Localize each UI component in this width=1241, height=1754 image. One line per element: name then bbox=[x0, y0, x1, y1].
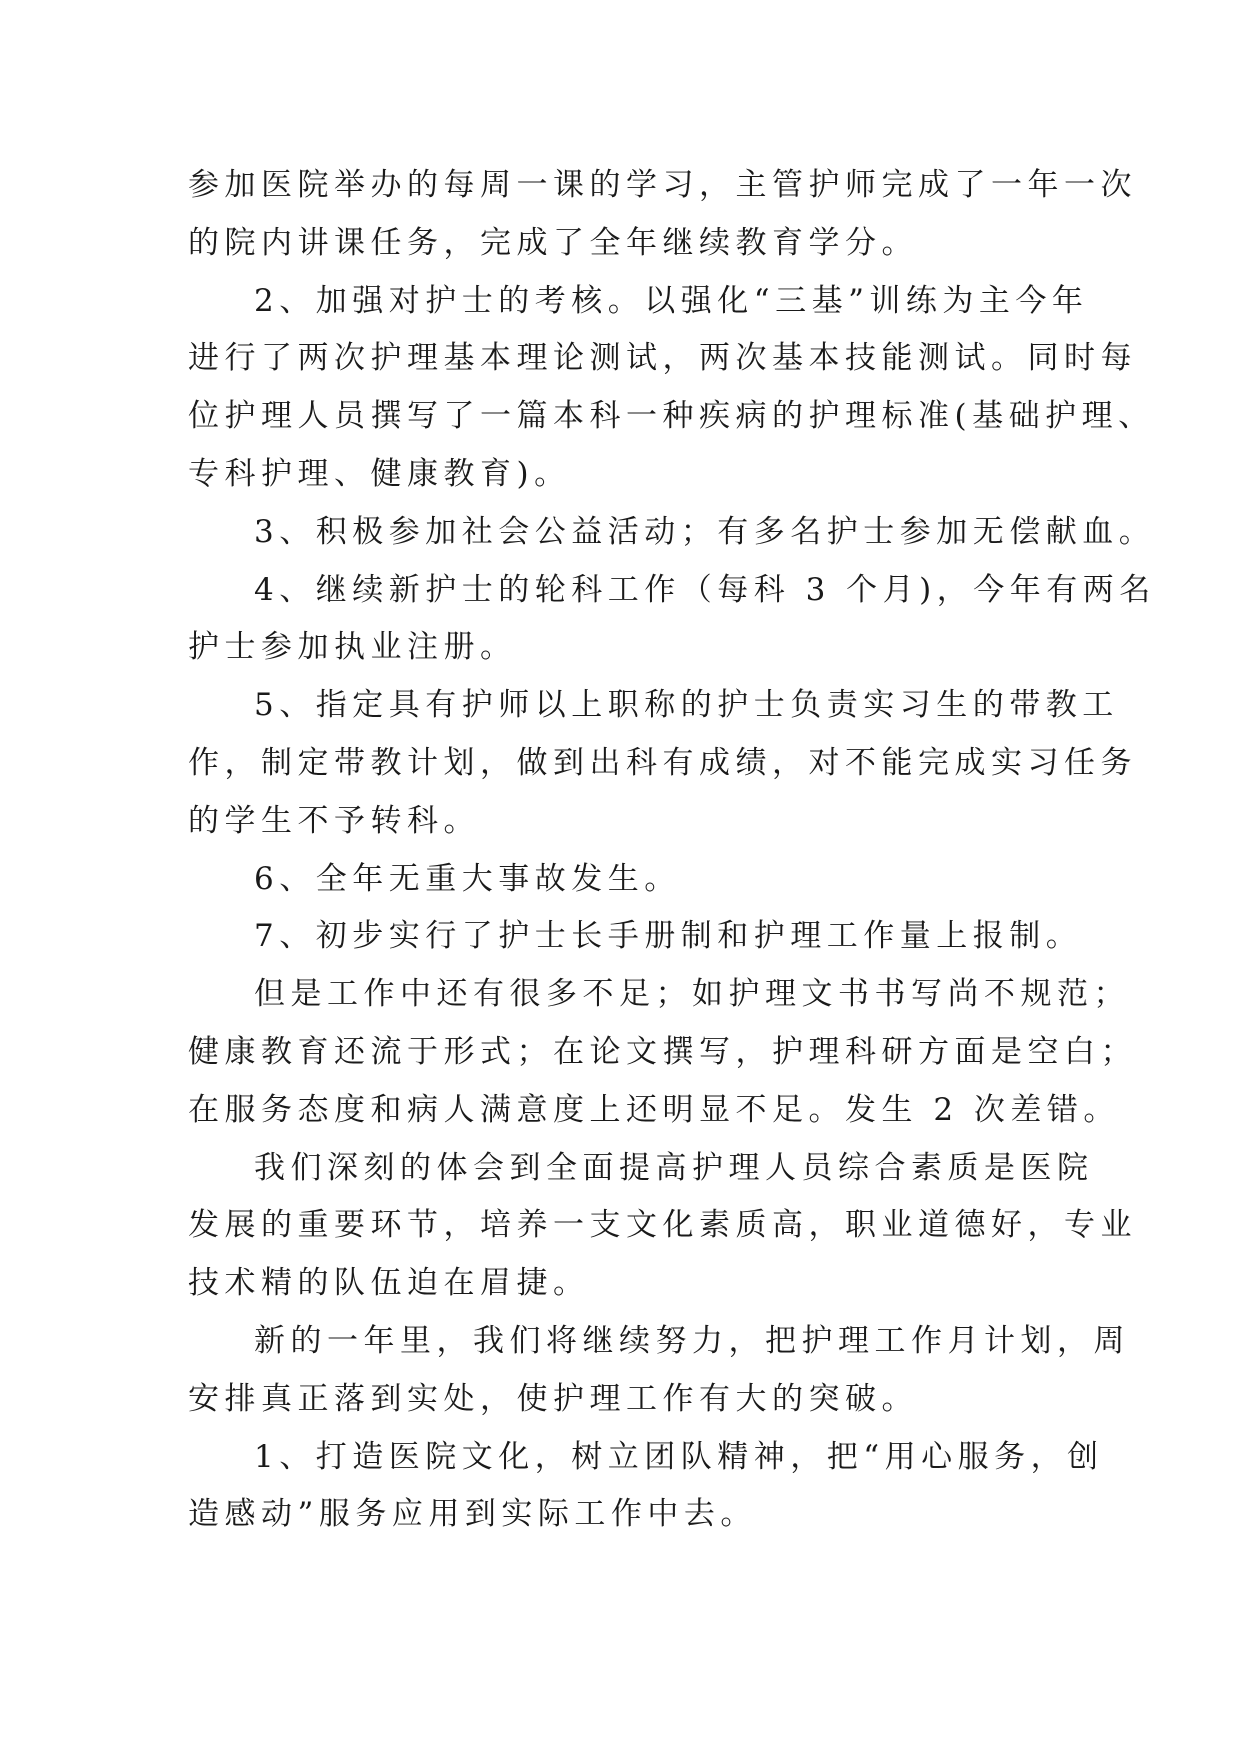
text-line: 我们深刻的体会到全面提高护理人员综合素质是医院 bbox=[254, 1149, 1094, 1186]
text-line: 作，制定带教计划，做到出科有成绩，对不能完成实习任务 bbox=[188, 744, 1137, 781]
text-line: 造感动”服务应用到实际工作中去。 bbox=[188, 1496, 757, 1533]
text-line: 护士参加执业注册。 bbox=[188, 629, 517, 666]
text-line: 2、加强对护士的考核。以强化“三基”训练为主今年 bbox=[254, 282, 1089, 319]
text-line: 6、全年无重大事故发生。 bbox=[254, 860, 681, 897]
text-line: 专科护理、健康教育)。 bbox=[188, 455, 571, 492]
text-line: 但是工作中还有很多不足；如护理文书书写尚不规范； bbox=[254, 976, 1130, 1013]
text-line: 4、继续新护士的轮科工作（每科 3 个月)，今年有两名 bbox=[254, 571, 1156, 608]
text-line: 技术精的队伍迫在眉捷。 bbox=[188, 1265, 590, 1302]
text-line: 7、初步实行了护士长手册制和护理工作量上报制。 bbox=[254, 918, 1083, 955]
text-line: 健康教育还流于形式；在论文撰写，护理科研方面是空白； bbox=[188, 1033, 1137, 1070]
text-line: 1、打造医院文化，树立团队精神，把“用心服务，创 bbox=[254, 1438, 1104, 1475]
text-line: 新的一年里，我们将继续努力，把护理工作月计划，周 bbox=[254, 1322, 1130, 1359]
text-line: 安排真正落到实处，使护理工作有大的突破。 bbox=[188, 1380, 918, 1417]
text-line: 3、积极参加社会公益活动；有多名护士参加无偿献血。 bbox=[254, 513, 1156, 550]
text-line: 发展的重要环节，培养一支文化素质高，职业道德好，专业 bbox=[188, 1207, 1137, 1244]
text-line: 参加医院举办的每周一课的学习，主管护师完成了一年一次 bbox=[188, 167, 1137, 203]
text-line: 进行了两次护理基本理论测试，两次基本技能测试。同时每 bbox=[188, 340, 1137, 377]
text-line: 在服务态度和病人满意度上还明显不足。发生 2 次差错。 bbox=[188, 1091, 1120, 1128]
text-line: 5、指定具有护师以上职称的护士负责实习生的带教工 bbox=[254, 687, 1119, 724]
text-line: 位护理人员撰写了一篇本科一种疾病的护理标准(基础护理、 bbox=[188, 398, 1155, 435]
text-line: 的学生不予转科。 bbox=[188, 802, 480, 839]
document-body bbox=[188, 157, 1156, 1544]
text-line: 的院内讲课任务，完成了全年继续教育学分。 bbox=[188, 224, 918, 261]
